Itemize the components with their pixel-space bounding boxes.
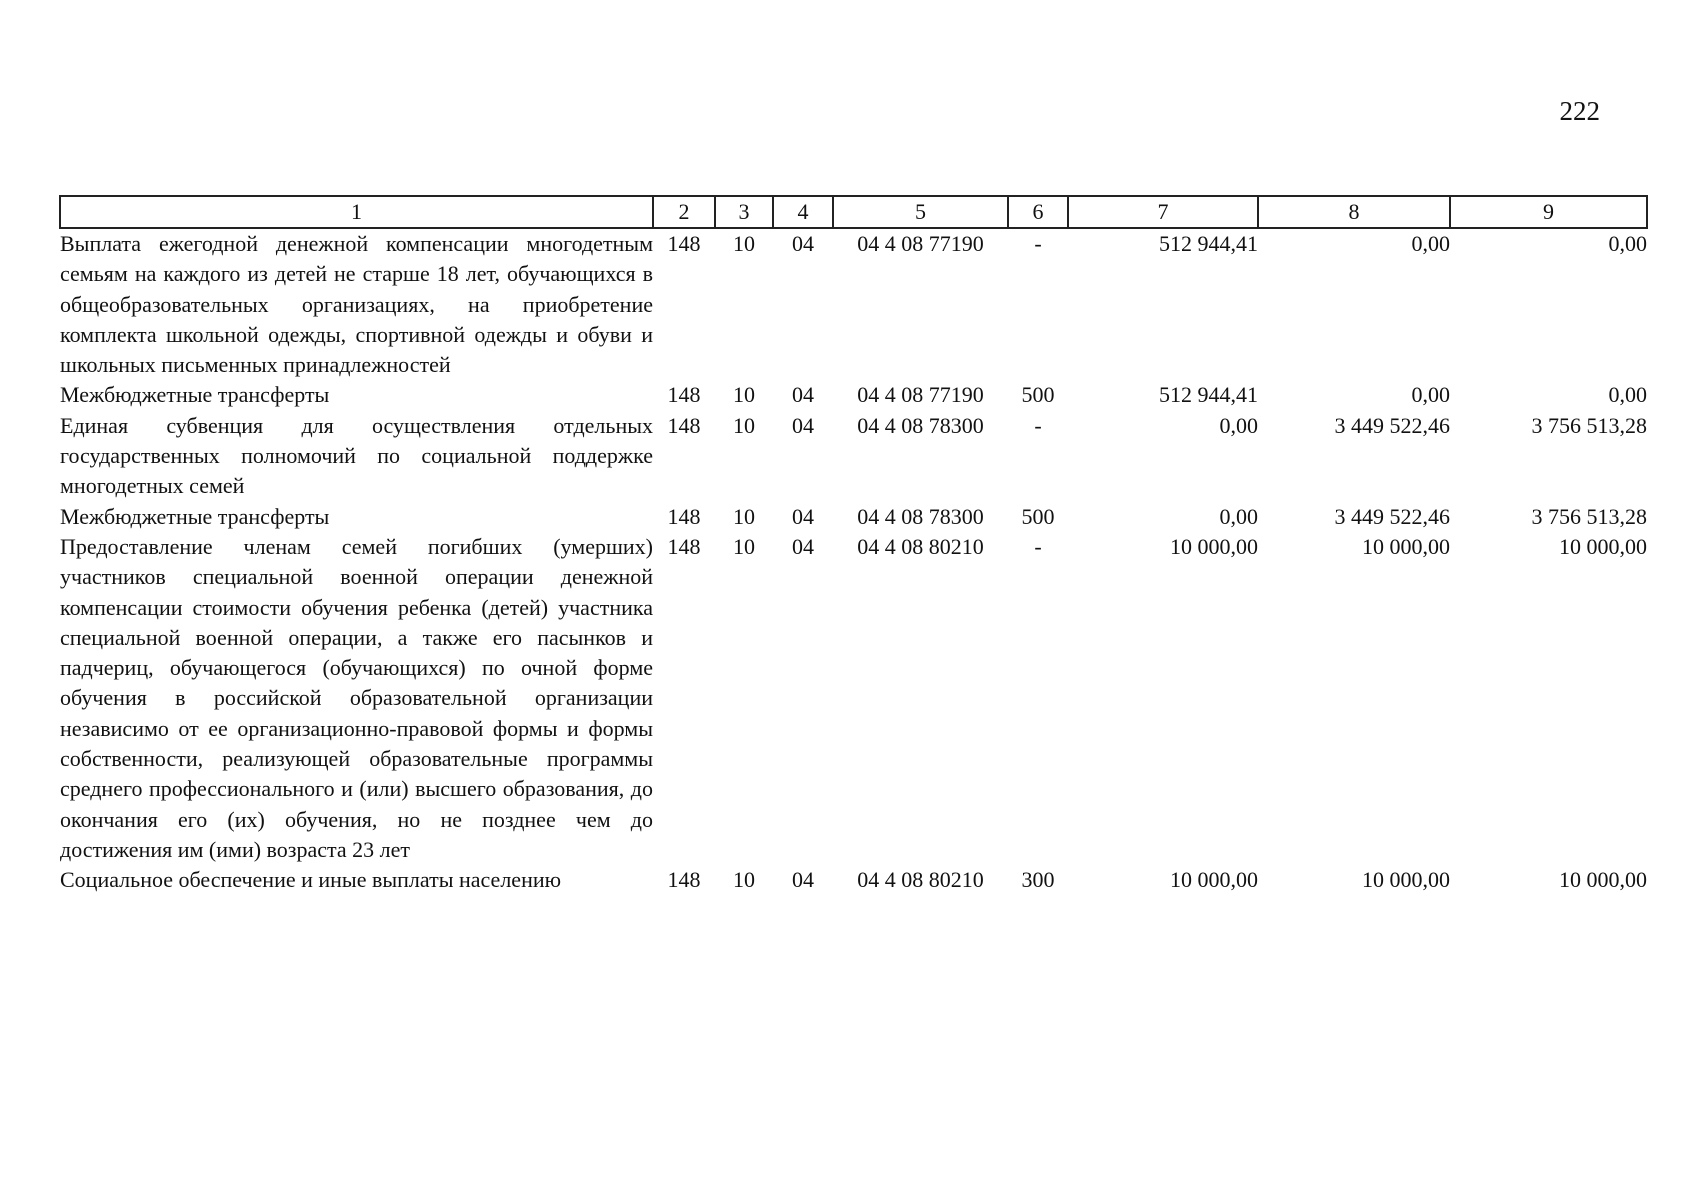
header-col-1: 1: [60, 196, 653, 228]
row-col-7: 10 000,00: [1170, 533, 1258, 559]
row-col-8: 10 000,00: [1362, 867, 1450, 893]
row-col-5: 04 4 08 78300: [857, 503, 984, 529]
row-col-4: 04: [792, 503, 814, 529]
row-col-2: 148: [667, 412, 701, 438]
row-name: Единая субвенция для осуществления отдельных государственных полномочий по социальной поддержке многодетных семей: [60, 412, 653, 499]
row-col-7: 0,00: [1219, 503, 1258, 529]
row-name: Предоставление членам семей погибших (умерших) участников специальной военной операции денежной компенсации стоимости обучения ребенка (детей) участника специальной военной операции, а также его пасынков и падчериц, обучающегося (обучающихся) по очной форме обучения в российской образовательной организации независимо от ее организационно-правовой формы и формы собственности, реализующей образовательные программы среднего профессионального и (или) высшего образования, до окончания его (их) обучения, но не позднее чем до достижения им (ими) возраста 23 лет: [60, 533, 653, 862]
header-col-9: 9: [1450, 196, 1647, 228]
header-col-7: 7: [1068, 196, 1258, 228]
row-col-2: 148: [667, 382, 701, 408]
row-col-3: 10: [733, 867, 755, 893]
row-col-6: 500: [1021, 382, 1055, 408]
row-col-6: 500: [1021, 503, 1055, 529]
header-col-5: 5: [833, 196, 1008, 228]
row-col-7: 512 944,41: [1159, 231, 1258, 256]
row-col-2: 148: [667, 867, 701, 893]
row-col-4: 04: [792, 533, 814, 559]
row-col-4: 04: [792, 382, 814, 408]
row-col-3: 10: [733, 382, 755, 408]
row-name: Межбюджетные трансферты: [60, 503, 330, 529]
header-col-8: 8: [1258, 196, 1450, 228]
row-col-7: 10 000,00: [1170, 867, 1258, 893]
row-col-6: -: [1034, 231, 1042, 256]
row-col-3: 10: [733, 503, 755, 529]
row-col-5: 04 4 08 80210: [857, 533, 984, 559]
row-name: Социальное обеспечение и иные выплаты населению: [60, 867, 562, 893]
page-number: 222: [1559, 96, 1600, 126]
header-col-6: 6: [1008, 196, 1068, 228]
row-col-8: 10 000,00: [1362, 533, 1450, 559]
row-col-5: 04 4 08 80210: [857, 867, 984, 893]
row-col-6: -: [1034, 412, 1042, 438]
budget-table: [59, 195, 1648, 896]
row-col-8: 3 449 522,46: [1334, 503, 1450, 529]
row-col-6: 300: [1021, 867, 1055, 893]
row-col-2: 148: [667, 503, 701, 529]
table-row: [60, 502, 1647, 532]
row-col-8: 0,00: [1411, 231, 1450, 256]
table-row: [60, 411, 1647, 502]
row-col-9: 10 000,00: [1559, 533, 1647, 559]
row-col-3: 10: [733, 231, 755, 256]
row-col-4: 04: [792, 231, 814, 256]
header-col-3: 3: [715, 196, 773, 228]
table-row: [60, 228, 1647, 380]
row-col-8: 0,00: [1411, 382, 1450, 408]
table-row: [60, 380, 1647, 410]
row-col-2: 148: [667, 231, 701, 256]
row-col-4: 04: [792, 412, 814, 438]
row-col-7: 0,00: [1219, 412, 1258, 438]
row-col-5: 04 4 08 77190: [857, 382, 984, 408]
row-col-9: 3 756 513,28: [1531, 503, 1647, 529]
row-col-8: 3 449 522,46: [1334, 412, 1450, 438]
row-col-6: -: [1034, 533, 1042, 559]
header-col-2: 2: [653, 196, 715, 228]
row-col-2: 148: [667, 533, 701, 559]
row-col-5: 04 4 08 78300: [857, 412, 984, 438]
row-col-5: 04 4 08 77190: [857, 231, 984, 256]
row-col-4: 04: [792, 867, 814, 893]
table-header-row: [60, 196, 1647, 228]
header-col-4: 4: [773, 196, 833, 228]
row-col-9: 3 756 513,28: [1531, 412, 1647, 438]
row-col-9: 0,00: [1608, 382, 1647, 408]
table-row: [60, 865, 1647, 895]
row-name: Выплата ежегодной денежной компенсации многодетным семьям на каждого из детей не старше 18 лет, обучающихся в общеобразовательных организациях, на приобретение комплекта школьной одежды, спортивной одежды и обуви и школьных письменных принадлежностей: [60, 231, 653, 378]
row-col-9: 0,00: [1608, 231, 1647, 256]
row-col-3: 10: [733, 533, 755, 559]
row-col-7: 512 944,41: [1159, 382, 1258, 408]
row-col-9: 10 000,00: [1559, 867, 1647, 893]
row-col-3: 10: [733, 412, 755, 438]
table-row: [60, 532, 1647, 865]
row-name: Межбюджетные трансферты: [60, 382, 330, 408]
